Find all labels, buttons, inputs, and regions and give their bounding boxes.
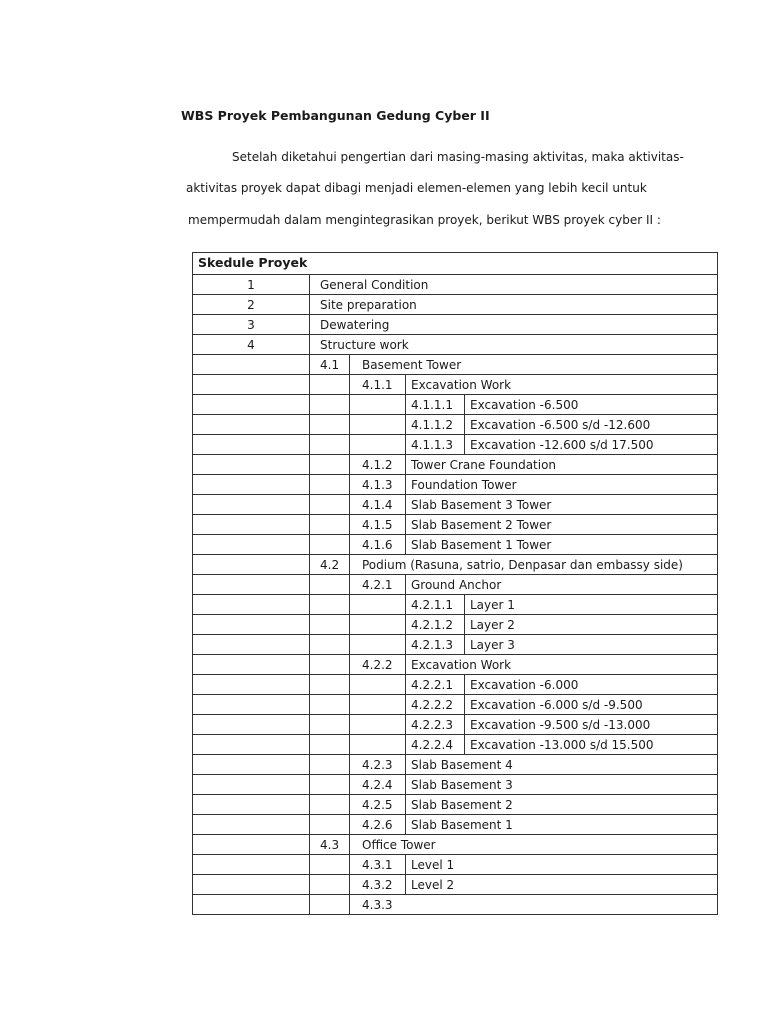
table-cell	[350, 415, 406, 435]
table-cell	[193, 635, 310, 655]
table-row	[193, 415, 718, 435]
table-cell	[193, 895, 310, 915]
table-cell: Basement Tower	[350, 355, 718, 375]
table-cell: Slab Basement 1	[406, 815, 718, 835]
table-row	[193, 355, 718, 375]
table-cell: 4.2.3	[350, 755, 406, 775]
table-cell: Slab Basement 3	[406, 775, 718, 795]
table-cell	[193, 835, 310, 855]
table-cell: Layer 1	[465, 595, 718, 615]
table-row	[193, 435, 718, 455]
table-cell	[193, 395, 310, 415]
table-cell: Level 2	[406, 875, 718, 895]
table-row	[193, 395, 718, 415]
table-cell	[193, 775, 310, 795]
table-cell	[310, 675, 350, 695]
table-cell: 4.2.2.3	[406, 715, 465, 735]
table-cell	[310, 575, 350, 595]
table-cell	[310, 715, 350, 735]
table-cell	[193, 535, 310, 555]
table-cell: Slab Basement 4	[406, 755, 718, 775]
table-cell	[310, 395, 350, 415]
table-cell	[350, 435, 406, 455]
table-cell: 4.1.6	[350, 535, 406, 555]
table-cell: Excavation -6.500	[465, 395, 718, 415]
table-cell: 3	[193, 315, 310, 335]
table-cell	[193, 815, 310, 835]
table-cell: 4.2.2.2	[406, 695, 465, 715]
table-cell	[310, 895, 350, 915]
table-cell: 4.2.1.2	[406, 615, 465, 635]
table-row	[193, 875, 718, 895]
table-cell: Slab Basement 1 Tower	[406, 535, 718, 555]
table-cell	[193, 715, 310, 735]
table-cell	[193, 655, 310, 675]
table-row	[193, 655, 718, 675]
table-cell: Excavation -9.500 s/d -13.000	[465, 715, 718, 735]
table-cell: 4.1.5	[350, 515, 406, 535]
table-cell	[193, 415, 310, 435]
table-cell: Layer 2	[465, 615, 718, 635]
table-row	[193, 895, 718, 915]
table-cell	[310, 695, 350, 715]
table-cell: General Condition	[310, 275, 718, 295]
table-cell	[193, 475, 310, 495]
table-cell: 1	[193, 275, 310, 295]
table-cell	[350, 715, 406, 735]
paragraph-line-1: Setelah diketahui pengertian dari masing-masing aktivitas, maka aktivitas-	[232, 150, 684, 164]
table-cell	[193, 515, 310, 535]
table-cell: Excavation -6.000	[465, 675, 718, 695]
table-cell: Site preparation	[310, 295, 718, 315]
table-cell: Excavation -6.000 s/d -9.500	[465, 695, 718, 715]
table-cell	[350, 695, 406, 715]
table-row	[193, 835, 718, 855]
table-cell	[310, 475, 350, 495]
table-header-row	[193, 253, 718, 275]
table-cell	[310, 515, 350, 535]
table-cell: 4.1.1.1	[406, 395, 465, 415]
table-cell	[310, 855, 350, 875]
table-cell	[193, 855, 310, 875]
table-row	[193, 295, 718, 315]
table-row	[193, 595, 718, 615]
table-row	[193, 695, 718, 715]
table-cell	[310, 495, 350, 515]
table-cell	[350, 615, 406, 635]
table-cell: Excavation Work	[406, 655, 718, 675]
table-cell: 4.3.1	[350, 855, 406, 875]
table-cell: 4.2.2	[350, 655, 406, 675]
table-cell: 4.1	[310, 355, 350, 375]
table-row	[193, 675, 718, 695]
table-row	[193, 515, 718, 535]
table-row	[193, 575, 718, 595]
table-row	[193, 855, 718, 875]
table-cell	[193, 455, 310, 475]
table-cell	[193, 795, 310, 815]
table-cell: 4.2.1.1	[406, 595, 465, 615]
table-cell: Podium (Rasuna, satrio, Denpasar dan embassy side)	[350, 555, 718, 575]
table-row	[193, 455, 718, 475]
table-cell: Tower Crane Foundation	[406, 455, 718, 475]
paragraph-line-2: aktivitas proyek dapat dibagi menjadi elemen-elemen yang lebih kecil untuk	[186, 181, 647, 195]
table-row	[193, 635, 718, 655]
table-cell	[310, 535, 350, 555]
table-row	[193, 715, 718, 735]
wbs-table	[192, 252, 718, 915]
table-cell	[350, 595, 406, 615]
table-cell	[310, 755, 350, 775]
table-row	[193, 535, 718, 555]
table-cell	[350, 395, 406, 415]
table-cell	[350, 635, 406, 655]
table-cell: Excavation Work	[406, 375, 718, 395]
table-cell: Office Tower	[350, 835, 718, 855]
table-row	[193, 335, 718, 355]
table-cell: Slab Basement 3 Tower	[406, 495, 718, 515]
table-cell	[193, 575, 310, 595]
table-cell: Excavation -6.500 s/d -12.600	[465, 415, 718, 435]
table-row	[193, 475, 718, 495]
table-cell	[310, 655, 350, 675]
table-cell: 4.3	[310, 835, 350, 855]
table-cell	[193, 375, 310, 395]
table-cell: 4.2.5	[350, 795, 406, 815]
table-cell	[193, 555, 310, 575]
table-cell: 4.1.1.2	[406, 415, 465, 435]
table-cell: 4.2.2.1	[406, 675, 465, 695]
table-cell	[193, 355, 310, 375]
table-cell: 4.1.1.3	[406, 435, 465, 455]
table-cell	[193, 435, 310, 455]
table-header: Skedule Proyek	[193, 253, 718, 275]
table-cell	[310, 875, 350, 895]
table-cell	[350, 675, 406, 695]
table-cell	[193, 615, 310, 635]
table-row	[193, 795, 718, 815]
table-cell: 4.2.1	[350, 575, 406, 595]
table-cell: 4.1.2	[350, 455, 406, 475]
paragraph-line-3: mempermudah dalam mengintegrasikan proyek, berikut WBS proyek cyber II :	[188, 213, 661, 227]
table-cell: 2	[193, 295, 310, 315]
table-cell	[310, 455, 350, 475]
table-cell	[193, 875, 310, 895]
table-row	[193, 315, 718, 335]
table-row	[193, 615, 718, 635]
table-cell: Layer 3	[465, 635, 718, 655]
table-row	[193, 555, 718, 575]
table-row	[193, 275, 718, 295]
table-cell: 4.2.1.3	[406, 635, 465, 655]
table-cell	[310, 415, 350, 435]
table-cell	[310, 635, 350, 655]
table-cell: 4	[193, 335, 310, 355]
table-cell: 4.1.4	[350, 495, 406, 515]
table-cell: Foundation Tower	[406, 475, 718, 495]
table-cell: 4.2.6	[350, 815, 406, 835]
document-title: WBS Proyek Pembangunan Gedung Cyber II	[181, 108, 490, 123]
table-cell	[310, 735, 350, 755]
table-cell	[310, 815, 350, 835]
table-row	[193, 815, 718, 835]
table-cell: Level 1	[406, 855, 718, 875]
table-cell	[193, 755, 310, 775]
table-cell: Slab Basement 2	[406, 795, 718, 815]
table-cell	[193, 735, 310, 755]
table-row	[193, 495, 718, 515]
table-cell	[193, 595, 310, 615]
table-cell	[310, 435, 350, 455]
table-cell: 4.3.2	[350, 875, 406, 895]
table-cell: 4.1.1	[350, 375, 406, 395]
table-cell: Structure work	[310, 335, 718, 355]
table-row	[193, 775, 718, 795]
table-cell: Excavation -13.000 s/d 15.500	[465, 735, 718, 755]
table-cell: Ground Anchor	[406, 575, 718, 595]
table-cell: 4.2.2.4	[406, 735, 465, 755]
table-cell	[310, 615, 350, 635]
table-cell	[350, 735, 406, 755]
table-row	[193, 755, 718, 775]
table-cell	[310, 795, 350, 815]
table-cell	[193, 495, 310, 515]
table-row	[193, 735, 718, 755]
table-cell	[193, 675, 310, 695]
table-cell	[310, 775, 350, 795]
table-cell: Excavation -12.600 s/d 17.500	[465, 435, 718, 455]
table-cell: 4.2	[310, 555, 350, 575]
table-cell: 4.1.3	[350, 475, 406, 495]
wbs-table-body	[193, 253, 718, 915]
table-cell: 4.2.4	[350, 775, 406, 795]
table-cell	[310, 375, 350, 395]
table-cell: Dewatering	[310, 315, 718, 335]
table-cell	[310, 595, 350, 615]
table-cell: Slab Basement 2 Tower	[406, 515, 718, 535]
table-cell	[193, 695, 310, 715]
table-cell: 4.3.3	[350, 895, 718, 915]
table-row	[193, 375, 718, 395]
